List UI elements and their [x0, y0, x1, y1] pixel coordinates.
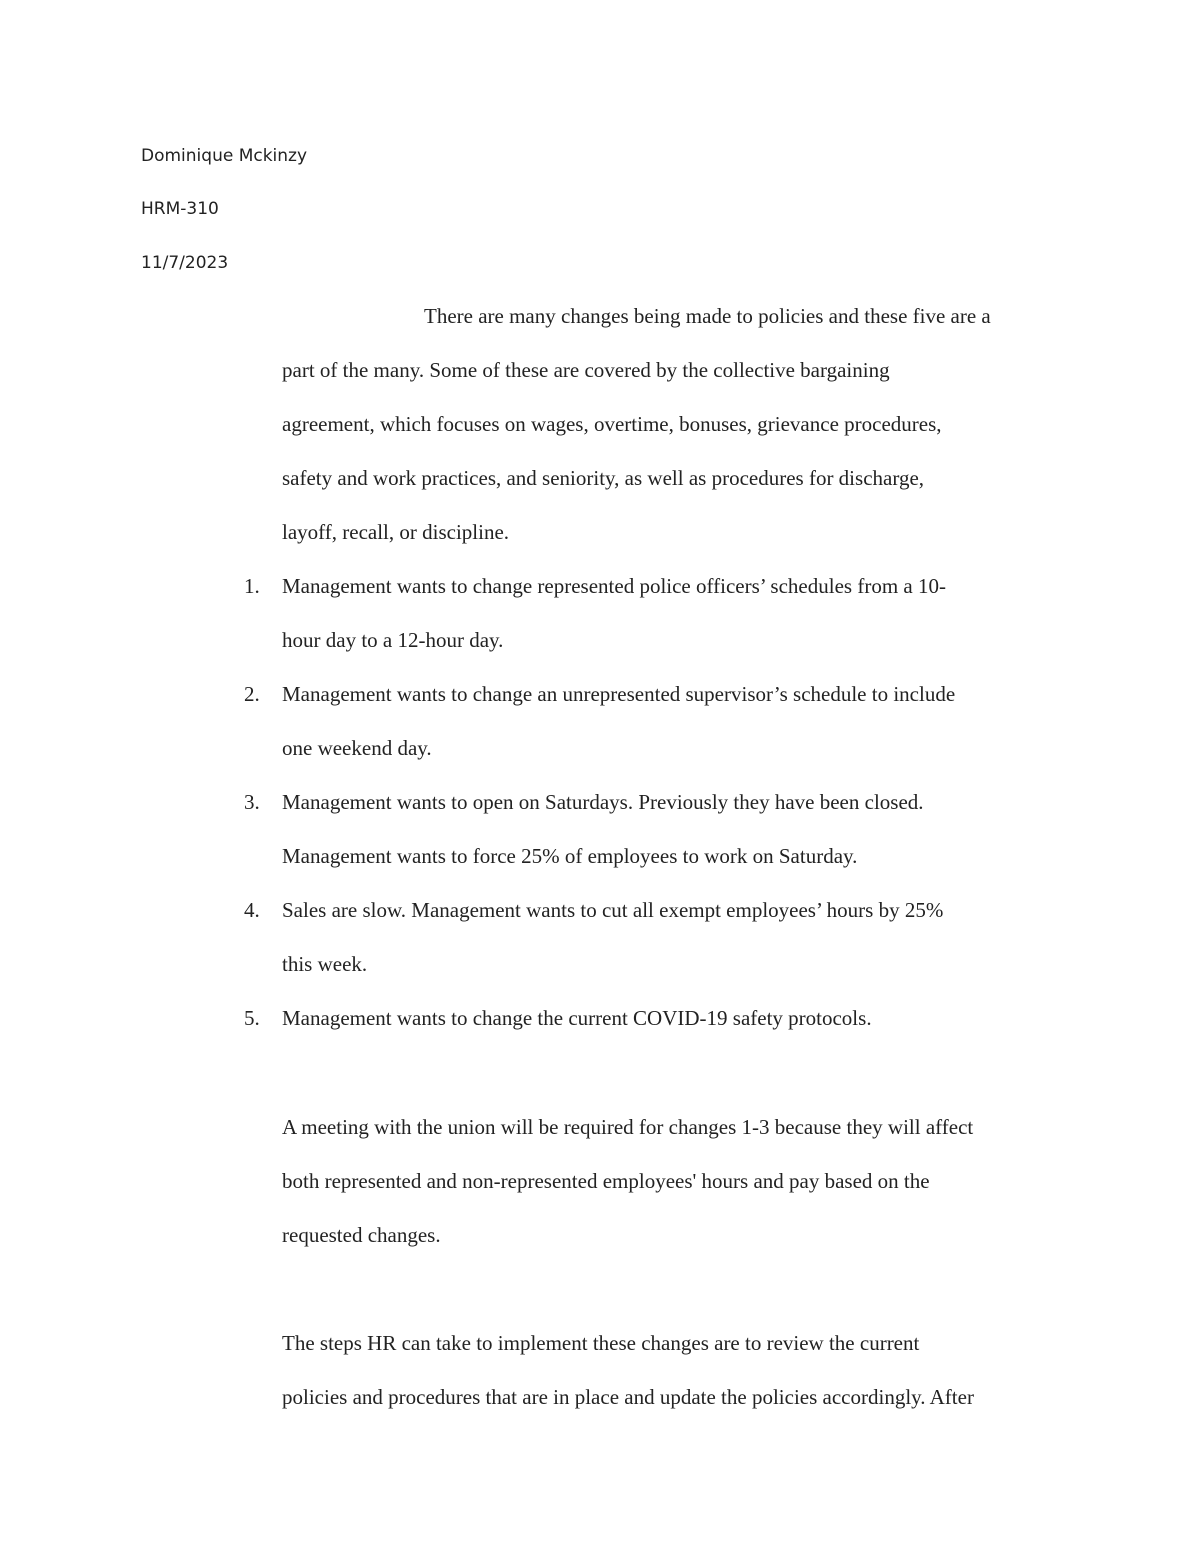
intro-line: part of the many. Some of these are covered by the collective bargaining [282, 358, 890, 382]
steps-paragraph-line: The steps HR can take to implement these changes are to review the current [282, 1331, 920, 1355]
author-name: Dominique Mckinzy [141, 146, 308, 166]
list-item-line: Management wants to change represented police officers’ schedules from a 10- [282, 574, 946, 598]
list-item-line: Management wants to change the current COVID-19 safety protocols. [282, 1006, 872, 1030]
document-date: 11/7/2023 [141, 253, 229, 273]
list-item-number: 1. [244, 574, 260, 598]
list-item-line: hour day to a 12-hour day. [282, 628, 504, 652]
union-paragraph-line: A meeting with the union will be required for changes 1-3 because they will affect [282, 1115, 974, 1139]
list-item-line: one weekend day. [282, 736, 432, 760]
list-item-line: Management wants to force 25% of employees to work on Saturday. [282, 844, 858, 868]
steps-paragraph-line: policies and procedures that are in place and update the policies accordingly. After [282, 1385, 974, 1409]
list-item-number: 3. [244, 790, 260, 814]
union-paragraph-line: requested changes. [282, 1223, 441, 1247]
list-item-number: 4. [244, 898, 260, 922]
list-item-line: Management wants to open on Saturdays. Previously they have been closed. [282, 790, 924, 814]
intro-line: There are many changes being made to policies and these five are a [424, 304, 991, 328]
intro-line: agreement, which focuses on wages, overtime, bonuses, grievance procedures, [282, 412, 942, 436]
intro-line: safety and work practices, and seniority, as well as procedures for discharge, [282, 466, 925, 490]
list-item-line: Sales are slow. Management wants to cut all exempt employees’ hours by 25% [282, 898, 944, 922]
list-item-number: 5. [244, 1006, 260, 1030]
intro-line: layoff, recall, or discipline. [282, 520, 510, 544]
course-code: HRM-310 [141, 199, 219, 219]
list-item-line: Management wants to change an unrepresented supervisor’s schedule to include [282, 682, 956, 706]
union-paragraph-line: both represented and non-represented employees' hours and pay based on the [282, 1169, 930, 1193]
list-item-line: this week. [282, 952, 368, 976]
list-item-number: 2. [244, 682, 260, 706]
